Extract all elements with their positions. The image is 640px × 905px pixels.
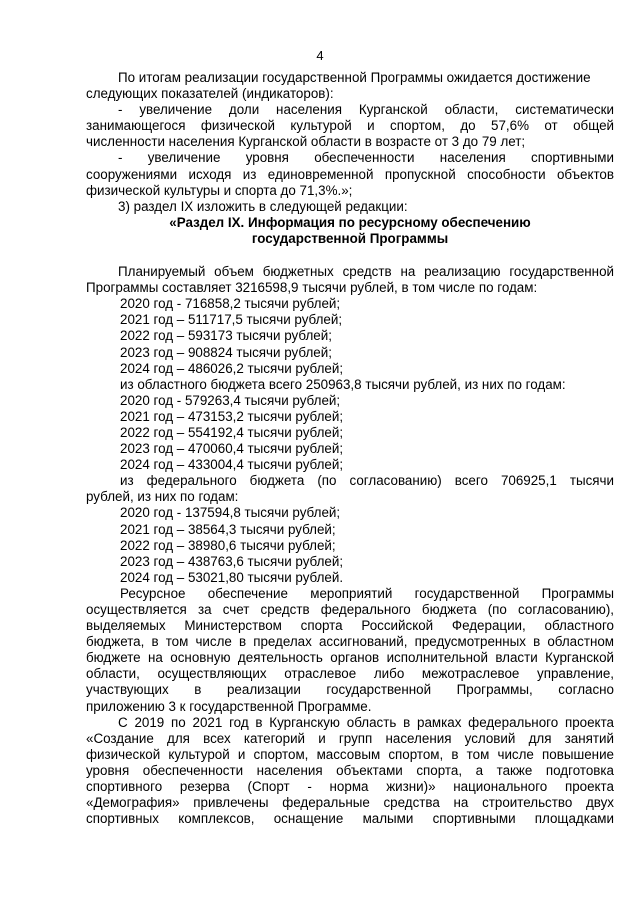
text-line: спортивного резерва (Спорт - норма жизни)» национального проекта — [86, 779, 614, 795]
section-heading: «Раздел IX. Информация по ресурсному обеспечению — [169, 214, 531, 230]
list-item: - увеличение уровня обеспеченности населения спортивными — [118, 150, 614, 166]
text-line: По итогам реализации государственной Программы ожидается достижение — [118, 70, 591, 85]
text-line: из федерального бюджета (по согласованию) всего 706925,1 тысячи — [120, 473, 614, 489]
text-line: 3) раздел IX изложить в следующей редакции: — [118, 198, 408, 214]
text-line: Программы составляет 3216598,9 тысячи рублей, в том числе по годам: — [86, 280, 538, 296]
list-item: 2024 год – 53021,80 тысячи рублей. — [120, 569, 344, 585]
text-line: занимающегося физической культурой и спортом, до 57,6% от общей — [86, 118, 614, 134]
list-item: 2022 год – 593173 тысячи рублей; — [120, 328, 332, 344]
text-line: Ресурсное обеспечение мероприятий государственной Программы — [120, 585, 614, 601]
text-line: численности населения Курганской области в возрасте от 3 до 79 лет; — [86, 134, 526, 150]
text-line: сооружениями исходя из единовременной пропускной способности объектов — [86, 166, 614, 182]
list-item: 2022 год – 38980,6 тысячи рублей; — [120, 537, 336, 553]
list-item: - увеличение доли населения Курганской области, систематически — [118, 102, 614, 118]
text-line: «Создание для всех категорий и групп населения условий для занятий — [86, 730, 614, 746]
list-item: 2020 год - 716858,2 тысячи рублей; — [120, 296, 341, 312]
text-line: физической культуры и спорта до 71,3%.»; — [86, 182, 353, 198]
list-item: 2023 год – 908824 тысячи рублей; — [120, 344, 332, 360]
list-item: 2024 год – 433004,4 тысячи рублей; — [120, 457, 344, 473]
text-line: бюджета, в том числе в пределах ассигнований, предусмотренных в областном — [86, 634, 614, 650]
page-number: 4 — [316, 48, 324, 63]
text-line: выделяемых Министерством спорта Российской Федерации, областного — [86, 618, 614, 634]
text-line: Планируемый объем бюджетных средств на реализацию государственной — [118, 264, 614, 280]
list-item: 2023 год – 470060,4 тысячи рублей; — [120, 441, 344, 457]
list-item: 2023 год – 438763,6 тысячи рублей; — [120, 553, 344, 569]
text-line: «Демография» привлечены федеральные средства на строительство двух — [86, 795, 614, 811]
list-item: 2022 год – 554192,4 тысячи рублей; — [120, 424, 344, 440]
text-line: участвующих в реализации государственной Программы, согласно — [86, 682, 614, 698]
list-item: 2020 год - 137594,8 тысячи рублей; — [120, 505, 341, 521]
text-line: приложению 3 к государственной Программе. — [86, 698, 372, 714]
text-line: рублей, из них по годам: — [86, 489, 239, 505]
text-line: из областного бюджета всего 250963,8 тысячи рублей, из них по годам: — [120, 376, 566, 392]
list-item: 2020 год - 579263,4 тысячи рублей; — [120, 392, 341, 408]
list-item: 2021 год – 38564,3 тысячи рублей; — [120, 521, 336, 537]
list-item: 2021 год – 473153,2 тысячи рублей; — [120, 408, 344, 424]
text-line: С 2019 по 2021 год в Курганскую область в рамках федерального проекта — [118, 714, 614, 730]
text-line: уровня обеспеченности населения объектами спорта, а также подготовка — [86, 762, 614, 778]
text-line: бюджете на основную деятельность органов исполнительной власти Курганской — [86, 650, 614, 666]
text-line: следующих показателей (индикаторов): — [86, 86, 334, 102]
text-line: осуществляется за счет средств федерального бюджета (по согласованию), — [86, 602, 614, 617]
text-line: физической культурой и спортом, массовым спортом, в том числе повышение — [86, 746, 614, 762]
list-item: 2024 год – 486026,2 тысячи рублей; — [120, 360, 344, 376]
text-line: области, осуществляющих отраслевое либо межотраслевое управление, — [86, 666, 614, 682]
text-line: спортивных комплексов, оснащение малыми спортивными площадками — [86, 811, 614, 827]
document-body — [86, 70, 614, 827]
section-heading: государственной Программы — [251, 230, 449, 246]
list-item: 2021 год – 511717,5 тысячи рублей; — [120, 312, 343, 328]
